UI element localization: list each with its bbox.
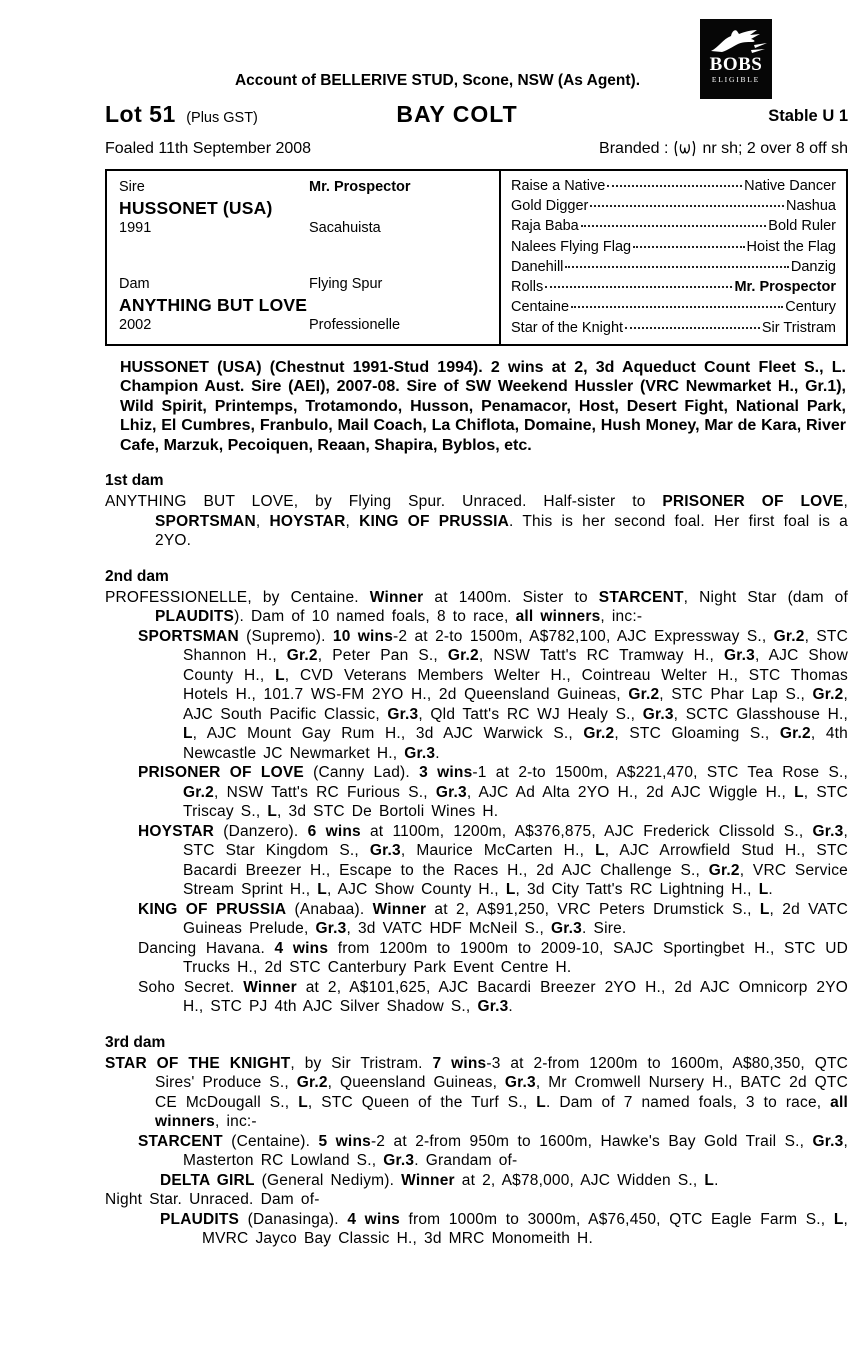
pedigree-paragraph: SPORTSMAN (Supremo). 10 wins-2 at 2-to 1500m, A$782,100, AJC Expressway S., Gr.2, STC Shannon H., Gr.2, Peter Pan S., Gr.2, NSW Tatt's RC Tramway H., Gr.3, AJC Show County H., L, CVD Veterans Members Welter H., Cointreau Welter H., STC Thomas Hotels H., 101.7 WS-FM 2YO H., 2d Queensland Guineas, Gr.2, STC Phar Lap S., Gr.2, AJC South Pacific Classic, Gr.3, Qld Tatt's RC WJ Healy S., Gr.3, SCTC Glasshouse H., L, AJC Mount Gay Rum H., 3d AJC Warwick S., Gr.2, STC Gloaming S., Gr.2, 4th Newcastle JC Newmarket H., Gr.3. <box>138 627 849 762</box>
lot-number: Lot 51 <box>105 101 176 127</box>
pedigree-table <box>105 169 848 346</box>
second-dam-heading: 2nd dam <box>105 567 169 585</box>
dam-granddam: Professionelle <box>309 317 401 333</box>
ancestor-row: Danehill Danzig <box>511 258 836 275</box>
dam-role-row <box>119 275 489 294</box>
ancestor-row: Raise a Native Native Dancer <box>511 178 836 194</box>
sire-role-row <box>119 178 489 197</box>
horse-title: BAY COLT <box>396 101 518 127</box>
sire-year: 1991 <box>119 220 152 236</box>
pedigree-parents <box>107 171 499 344</box>
third-dam-section <box>105 1054 848 1249</box>
third-dam-heading: 3rd dam <box>105 1033 166 1051</box>
pedigree-paragraph: DELTA GIRL (General Nediym). Winner at 2, A$78,000, AJC Widden S., L. <box>160 1171 719 1189</box>
pedigree-paragraph: KING OF PRUSSIA (Anabaa). Winner at 2, A$91,250, VRC Peters Drumstick S., L, 2d VATC Guineas Prelude, Gr.3, 3d VATC HDF McNeil S., Gr.3. Sire. <box>138 900 848 938</box>
second-dam-section <box>105 588 848 1017</box>
bobs-logo-subtitle: ELIGIBLE <box>711 75 761 84</box>
bobs-logo-title: BOBS <box>709 54 763 75</box>
branded-label: Branded : <box>599 139 669 157</box>
dam-role-label: Dam <box>119 276 150 292</box>
ancestor-row: Raja Baba Bold Ruler <box>511 218 836 235</box>
foaled-date: Foaled 11th September 2008 <box>105 139 312 157</box>
brand-mark-icon <box>672 138 698 159</box>
lot-block <box>105 101 258 128</box>
pedigree-paragraph: Soho Secret. Winner at 2, A$101,625, AJC Bacardi Breezer 2YO H., 2d AJC Omnicorp 2YO H., STC PJ 4th AJC Silver Shadow S., Gr.3. <box>138 978 848 1016</box>
page-content <box>105 0 848 1249</box>
sire-grandsire: Mr. Prospector <box>309 179 411 195</box>
dam-grandsire: Flying Spur <box>309 276 383 292</box>
pedigree-paragraph: PRISONER OF LOVE (Canny Lad). 3 wins-1 at 2-to 1500m, A$221,470, STC Tea Rose S., Gr.2, NSW Tatt's RC Furious S., Gr.3, AJC Ad Alta 2YO H., 2d AJC Wiggle H., L, STC Triscay S., L, 3d STC De Bortoli Wines H. <box>138 764 849 821</box>
pedigree-paragraph: ANYTHING BUT LOVE, by Flying Spur. Unraced. Half-sister to PRISONER OF LOVE, SPORTSMAN, HOYSTAR, KING OF PRUSSIA. This is her second foal. Her first foal is a 2YO. <box>105 493 849 550</box>
sire-role-label: Sire <box>119 179 145 195</box>
sire-granddam: Sacahuista <box>309 220 381 236</box>
lot-gst-note: (Plus GST) <box>186 110 258 126</box>
branded-text: nr sh; 2 over 8 off sh <box>702 139 848 157</box>
ancestor-row: Star of the Knight Sir Tristram <box>511 319 836 336</box>
lot-row <box>105 97 848 129</box>
pedigree-paragraph: Night Star. Unraced. Dam of- <box>105 1191 320 1209</box>
dam-name: ANYTHING BUT LOVE <box>119 295 308 315</box>
pedigree-gen3 <box>499 171 846 344</box>
pedigree-paragraph: STARCENT (Centaine). 5 wins-2 at 2-from 950m to 1600m, Hawke's Bay Gold Trail S., Gr.3, Masterton RC Lowland S., Gr.3. Grandam of- <box>138 1132 849 1170</box>
pedigree-paragraph: Dancing Havana. 4 wins from 1200m to 1900m to 2009-10, SAJC Sportingbet H., STC UD Trucks H., 2d STC Canterbury Park Event Centre H. <box>138 939 849 977</box>
pedigree-spacer <box>119 238 489 275</box>
account-line: Account of BELLERIVE STUD, Scone, NSW (As Agent). <box>234 72 641 89</box>
sire-year-row <box>119 219 489 238</box>
dam-year-row <box>119 316 489 335</box>
ancestor-row: Gold Digger Nashua <box>511 198 836 215</box>
branded-group <box>599 138 848 159</box>
foaled-row <box>105 138 848 159</box>
stable-label: Stable U 1 <box>768 107 848 125</box>
pedigree-paragraph: HOYSTAR (Danzero). 6 wins at 1100m, 1200m, A$376,875, AJC Frederick Clissold S., Gr.3, STC Star Kingdom S., Gr.3, Maurice McCarten H., L, AJC Arrowfield Stud H., STC Bacardi Breezer H., Escape to the Races H., 2d AJC Challenge S., Gr.2, VRC Service Stream Sprint H., L, AJC Show County H., L, 3d City Tatt's RC Lightning H., L. <box>138 822 849 899</box>
pedigree-paragraph: PROFESSIONELLE, by Centaine. Winner at 1400m. Sister to STARCENT, Night Star (dam of PLAUDITS). Dam of 10 named foals, 8 to race, all winners, inc:- <box>105 588 849 626</box>
ancestor-row: Centaine Century <box>511 299 836 316</box>
ancestor-row: Rolls Mr. Prospector <box>511 279 836 296</box>
pedigree-paragraph: STAR OF THE KNIGHT, by Sir Tristram. 7 wins-3 at 2-from 1200m to 1600m, A$80,350, QTC Sires' Produce S., Gr.2, Queensland Guineas, Gr.3, Mr Cromwell Nursery H., BATC 2d QTC CE McDougall S., L, STC Queen of the Turf S., L. Dam of 7 named foals, 3 to race, all winners, inc:- <box>105 1054 849 1131</box>
pedigree-paragraph: PLAUDITS (Danasinga). 4 wins from 1000m to 3000m, A$76,450, QTC Eagle Farm S., L, MVRC Jayco Bay Classic H., 3d MRC Monomeith H. <box>160 1210 849 1248</box>
sire-name: HUSSONET (USA) <box>119 198 273 218</box>
ancestor-row: Nalees Flying Flag Hoist the Flag <box>511 238 836 255</box>
dam-year: 2002 <box>119 317 152 333</box>
first-dam-section <box>105 492 848 551</box>
first-dam-heading: 1st dam <box>105 472 164 490</box>
sire-summary-paragraph: HUSSONET (USA) (Chestnut 1991-Stud 1994). 2 wins at 2, 3d Aqueduct Count Fleet S., L. Champion Aust. Sire (AEI), 2007-08. Sire of SW Weekend Hussler (VRC Newmarket H., Gr.1), Wild Spirit, Printemps, Trotamondo, Husson, Penamacor, Host, Desert Fight, National Park, Lhiz, El Cumbres, Franbulo, Mail Coach, La Chiflota, Domaine, Hush Money, Mar de Kara, River Cafe, Marzuk, Pecoiquen, Reaan, Shapira, Byblos, etc. <box>120 359 846 454</box>
